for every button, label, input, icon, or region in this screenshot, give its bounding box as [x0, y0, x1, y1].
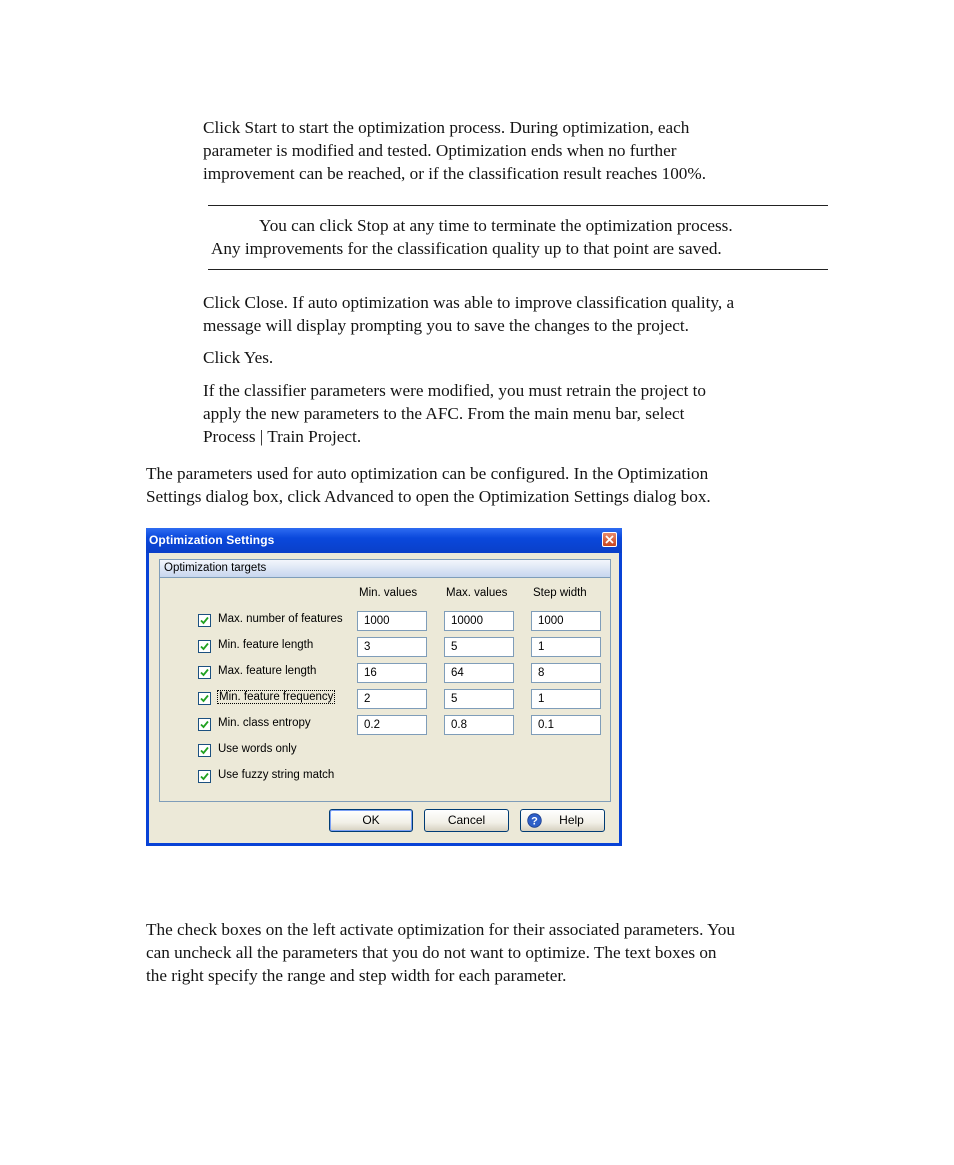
input-max-number-features-min[interactable]: 1000: [357, 611, 427, 631]
text-line: the right specify the range and step width for each parameter.: [146, 966, 567, 985]
close-icon[interactable]: [602, 532, 617, 547]
input-min-feature-frequency-step[interactable]: 1: [531, 689, 601, 709]
input-max-feature-length-min[interactable]: 16: [357, 663, 427, 683]
column-header-min: Min. values: [359, 587, 418, 599]
group-header: [160, 560, 610, 578]
dialog-title: Optimization Settings: [149, 533, 275, 547]
text-line: Click Yes.: [203, 348, 274, 367]
input-min-feature-frequency-max[interactable]: 5: [444, 689, 514, 709]
label-min-feature-frequency: Min. feature frequency: [219, 691, 334, 703]
help-icon: [527, 813, 542, 828]
column-header-max: Max. values: [446, 587, 508, 599]
text-line: Click Start to start the optimization process. During optimization, each: [203, 118, 690, 137]
paragraph-click-close: [203, 291, 843, 337]
text-line: can uncheck all the parameters that you do not want to optimize. The text boxes on: [146, 943, 717, 962]
dialog-client-area: [149, 553, 619, 843]
help-button[interactable]: [520, 809, 605, 832]
label-use-words-only: Use words only: [218, 743, 297, 755]
checkbox-min-class-entropy[interactable]: [198, 718, 211, 731]
label-min-class-entropy: Min. class entropy: [218, 717, 311, 729]
text-line: Process | Train Project.: [203, 427, 362, 446]
label-min-feature-length: Min. feature length: [218, 639, 314, 651]
ok-button[interactable]: OK: [329, 809, 413, 832]
note-stop: [211, 214, 831, 260]
optimization-settings-dialog: [146, 528, 622, 846]
input-min-feature-frequency-min[interactable]: 2: [357, 689, 427, 709]
text-line: apply the new parameters to the AFC. From the main menu bar, select: [203, 404, 685, 423]
checkbox-use-fuzzy-string-match[interactable]: [198, 770, 211, 783]
checkbox-max-feature-length[interactable]: [198, 666, 211, 679]
cancel-button[interactable]: Cancel: [424, 809, 509, 832]
input-max-feature-length-max[interactable]: 64: [444, 663, 514, 683]
label-max-feature-length: Max. feature length: [218, 665, 317, 677]
input-min-class-entropy-step[interactable]: 0.1: [531, 715, 601, 735]
checkbox-min-feature-length[interactable]: [198, 640, 211, 653]
dialog-titlebar: [146, 528, 622, 553]
optimization-targets-group: [159, 559, 611, 802]
column-header-step: Step width: [533, 587, 587, 599]
paragraph-start-optimization: [203, 116, 843, 185]
input-min-class-entropy-min[interactable]: 0.2: [357, 715, 427, 735]
text-line: The parameters used for auto optimization can be configured. In the Optimization: [146, 464, 709, 483]
text-line: Settings dialog box, click Advanced to open the Optimization Settings dialog box.: [146, 487, 711, 506]
input-min-feature-length-max[interactable]: 5: [444, 637, 514, 657]
text-line: message will display prompting you to save the changes to the project.: [203, 316, 689, 335]
text-line: improvement can be reached, or if the classification result reaches 100%.: [203, 164, 707, 183]
text-line: If the classifier parameters were modified, you must retrain the project to: [203, 381, 707, 400]
input-max-number-features-step[interactable]: 1000: [531, 611, 601, 631]
label-use-fuzzy-string-match: Use fuzzy string match: [218, 769, 335, 781]
paragraph-click-yes: [203, 346, 843, 369]
checkbox-min-feature-frequency[interactable]: [198, 692, 211, 705]
input-min-feature-length-step[interactable]: 1: [531, 637, 601, 657]
label-max-number-features: Max. number of features: [218, 613, 343, 625]
paragraph-retrain: [203, 379, 843, 448]
group-title: Optimization targets: [164, 562, 267, 574]
note-bottom-rule: [208, 269, 828, 270]
text-line: You can click Stop at any time to terminate the optimization process.: [259, 216, 733, 235]
text-line: The check boxes on the left activate optimization for their associated parameters. You: [146, 920, 735, 939]
input-min-class-entropy-max[interactable]: 0.8: [444, 715, 514, 735]
text-line: Any improvements for the classification quality up to that point are saved.: [211, 239, 722, 258]
text-line: Click Close. If auto optimization was able to improve classification quality, a: [203, 293, 735, 312]
note-top-rule: [208, 205, 828, 206]
input-max-number-features-max[interactable]: 10000: [444, 611, 514, 631]
input-min-feature-length-min[interactable]: 3: [357, 637, 427, 657]
checkbox-use-words-only[interactable]: [198, 744, 211, 757]
help-button-label: Help: [559, 813, 584, 827]
paragraph-checkboxes-explanation: [146, 918, 846, 987]
input-max-feature-length-step[interactable]: 8: [531, 663, 601, 683]
text-line: parameter is modified and tested. Optimization ends when no further: [203, 141, 677, 160]
checkbox-max-number-features[interactable]: [198, 614, 211, 627]
paragraph-configure: [146, 462, 836, 508]
svg-text:?: ?: [531, 815, 538, 828]
